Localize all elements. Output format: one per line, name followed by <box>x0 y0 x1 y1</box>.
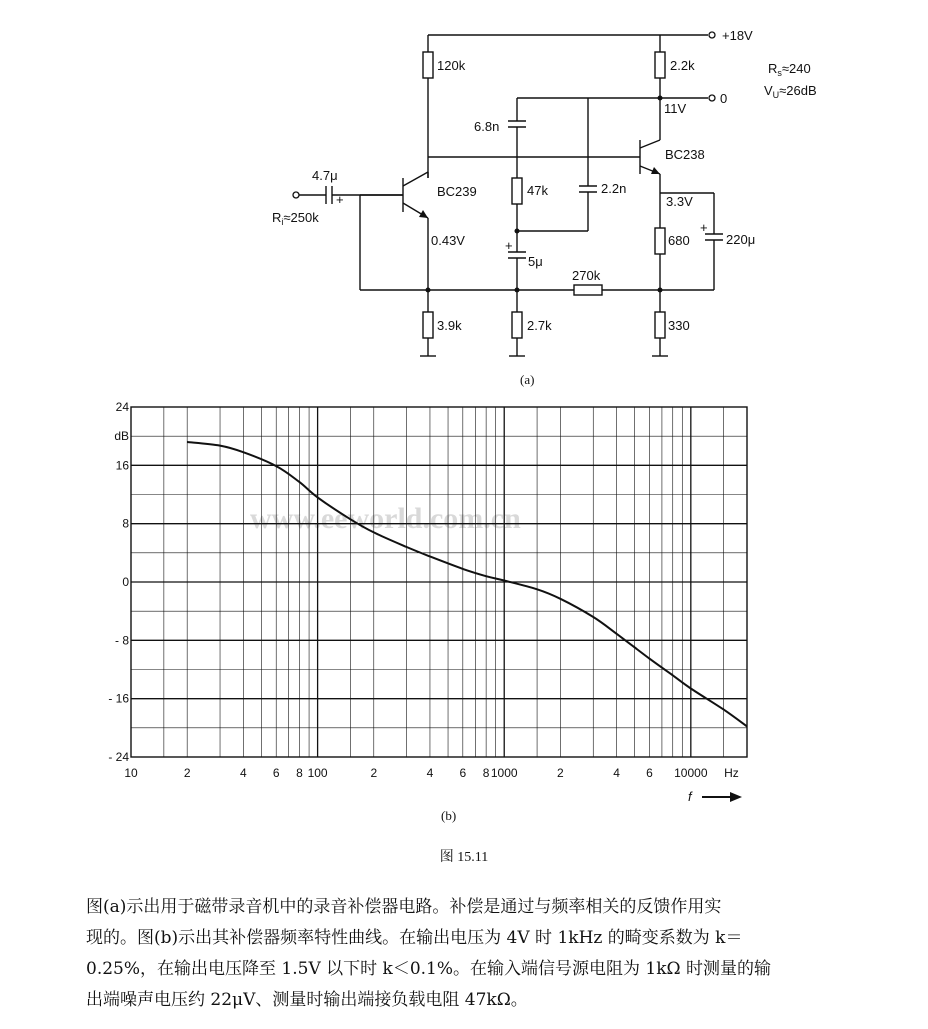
paragraph-line: 出端噪声电压约 22μV、测量时输出端接负载电阻 47kΩ。 <box>86 990 528 1010</box>
transistor-bc238 <box>640 140 705 174</box>
figure-title: 图 15.11 <box>439 850 489 865</box>
y-tick-label: dB <box>114 429 129 444</box>
input-terminal <box>293 192 299 198</box>
frequency-response-line <box>187 442 747 726</box>
label-680: 680 <box>668 233 690 248</box>
circuit-diagram <box>272 28 817 387</box>
x-tick-label: 100 <box>307 766 328 780</box>
x-tick-label: 1000 <box>490 766 518 780</box>
svg-text:+: + <box>336 192 344 207</box>
label-270k: 270k <box>572 268 601 283</box>
x-tick-label: 4 <box>240 766 247 780</box>
x-tick-label: 4 <box>426 766 434 780</box>
x-tick-label: 2 <box>370 766 378 780</box>
paragraph-line: 图(a)示出用于磁带录音机中的录音补偿器电路。补偿是通过与频率相关的反馈作用实 <box>86 897 722 917</box>
frequency-axis-label: f <box>688 789 692 804</box>
y-axis-ticks <box>108 400 129 764</box>
x-tick-label: 10000 <box>674 766 708 780</box>
watermark: www.eeworld.com.cn <box>250 502 521 535</box>
label-vu: $V_U\approx 26dB$ <box>764 83 817 100</box>
frequency-response-chart <box>108 400 747 823</box>
label-4-7u: 4.7μ <box>312 168 338 183</box>
label-5u: 5μ <box>528 254 543 269</box>
label-120k: 120k <box>437 58 466 73</box>
x-tick-label: 8 <box>296 766 303 780</box>
y-tick-label: - 16 <box>108 691 129 706</box>
resistor-680 <box>655 228 665 254</box>
label-220u: 220μ <box>726 232 756 247</box>
resistor-270k <box>574 285 602 295</box>
x-tick-label: Hz <box>724 766 739 780</box>
x-tick-label: 8 <box>482 766 490 780</box>
frequency-arrow-icon <box>702 792 742 802</box>
x-tick-label: 2 <box>183 766 191 780</box>
label-rs: $R_s\approx 240$ <box>768 61 811 78</box>
resistor-3-9k <box>423 312 433 338</box>
x-axis-ticks <box>124 766 738 780</box>
x-tick-label: 2 <box>557 766 564 780</box>
svg-text:+: + <box>700 220 708 235</box>
label-47k: 47k <box>527 183 548 198</box>
x-tick-label: 6 <box>459 766 467 780</box>
label-ri: $R_i\approx 250k$ <box>272 210 319 227</box>
y-tick-label: 16 <box>115 458 129 473</box>
resistor-120k <box>423 52 433 78</box>
caption-b: (b) <box>441 808 457 823</box>
x-tick-label: 6 <box>646 766 653 780</box>
resistor-47k <box>512 178 522 204</box>
label-0-43v: 0.43V <box>431 233 465 248</box>
label-3-3v: 3.3V <box>666 194 693 209</box>
label-2-2n: 2.2n <box>601 181 627 196</box>
svg-text:+: + <box>505 238 513 253</box>
caption-a: (a) <box>520 372 535 387</box>
description-paragraph <box>86 892 886 1016</box>
x-tick-label: 10 <box>124 766 138 780</box>
y-tick-label: 0 <box>122 575 129 589</box>
y-tick-label: 8 <box>122 516 129 531</box>
output-terminal <box>709 95 715 101</box>
label-330: 330 <box>668 318 690 333</box>
x-tick-label: 4 <box>613 766 620 780</box>
y-tick-label: - 8 <box>114 633 129 648</box>
label-2-7k: 2.7k <box>527 318 552 333</box>
output-voltage-label: 11V <box>664 101 687 116</box>
y-tick-label: - 24 <box>108 750 129 764</box>
label-6-8n: 6.8n <box>474 119 500 134</box>
x-tick-label: 6 <box>272 766 280 780</box>
resistor-2-2k <box>655 52 665 78</box>
label-bc239: BC239 <box>437 184 477 199</box>
output-label: 0 <box>720 91 728 106</box>
label-bc238: BC238 <box>665 147 705 162</box>
resistor-330 <box>655 312 665 338</box>
paragraph-line: 0.25%，在输出电压降至 1.5V 以下时 k＜0.1%。在输入端信号源电阻为 1kΩ 时测量的输 <box>86 959 772 979</box>
resistor-2-7k <box>512 312 522 338</box>
supply-label: +18V <box>722 28 753 43</box>
chart-grid <box>131 407 747 757</box>
label-3-9k: 3.9k <box>437 318 462 333</box>
supply-terminal <box>709 32 715 38</box>
y-tick-label: 24 <box>115 400 129 414</box>
label-2-2k: 2.2k <box>670 58 695 73</box>
paragraph-line: 现的。图(b)示出其补偿器频率特性曲线。在输出电压为 4V 时 1kHz 的畸变系数为 k＝ <box>86 928 743 948</box>
